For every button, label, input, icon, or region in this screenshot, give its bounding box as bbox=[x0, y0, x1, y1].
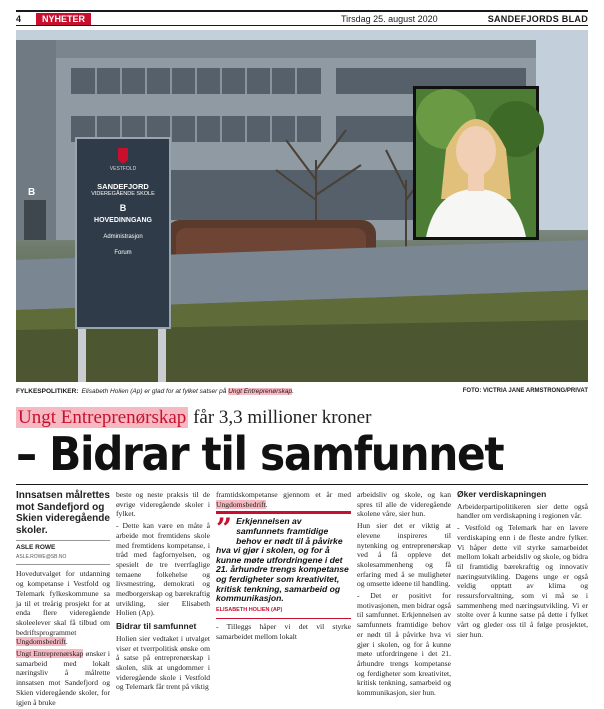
page-header bbox=[16, 10, 588, 26]
paragraph: Arbeiderpartipolitikeren sier dette også handler om verdiskapning i regionen vår. bbox=[457, 501, 588, 521]
paragraph: - Vestfold og Telemark har en lavere verdiskaping enn i de fleste andre fylker. Vi håper dette vil styrke samarbeidet mellom lokalt arbeidsliv og skole, og bidra til framtidig bærekraftig og innovativ næringsutvikling. Dagens unge er også veldig opptatt av klima og ressursforvaltning, som vi må se i sammenheng med næringsutvikling. Vi er stolte over å kunne satse på dette i fylket vårt og gleder oss til å følge prosjektet, sier hun. bbox=[457, 523, 588, 639]
paragraph: - Det er positivt for motivasjonen, men bidrar også til samfunnet. Erkjennelsen av samfunnets framtidige behov er nødt til å påvirke hva vi gjør i skolen, og for å kunne møte utfordringene i det 21. århundre trengs kompetanse og ferdigheter som kreativitet, kritisk tenkning, samarbeid og kommunikasjon, sier hun. bbox=[357, 591, 451, 698]
pull-quote-text: Erkjennelsen av samfunnets framtidige behov er nødt til å påvirke hva vi gjør i skolen, og for å kunne møte utfordringene i det 21. århundre trengs kompetanse og ferdigheter som kreativitet, kritisk tenkning, samarbeid og kommunikasjon. bbox=[216, 516, 349, 604]
pull-quote bbox=[216, 511, 351, 619]
quote-mark-icon: ” bbox=[216, 512, 233, 546]
sign-forum: Forum bbox=[114, 250, 132, 256]
highlight-text: Ungt Entreprenørskap bbox=[16, 649, 84, 659]
headline-rule bbox=[16, 484, 588, 485]
paragraph: arbeidsliv og skole, og kan spres til alle de videregående skolene våre, sier hun. bbox=[357, 490, 451, 519]
school-sign bbox=[78, 166, 168, 256]
paragraph-text: framtidskompetanse gjennom et år med bbox=[216, 490, 351, 499]
photo-credit: FOTO: VICTRIA JANE ARMSTRONG/PRIVAT bbox=[462, 388, 588, 394]
caption-lead: FYLKESPOLITIKER: bbox=[16, 387, 79, 395]
paragraph-end: . bbox=[265, 499, 268, 509]
portrait-photo bbox=[413, 86, 539, 240]
paragraph-text: Hovedutvalget for utdanning og kompetanse i Vestfold og Telemark fylkeskommune sa ja til et treårig prosjekt for at enda flere videregående skoleelever skal få tilbud om bedriftsprogrammet bbox=[16, 569, 110, 637]
ingress: Innsatsen målrettes mot Sandefjord og Skien videregående skoler. bbox=[16, 490, 110, 536]
main-photo bbox=[16, 30, 588, 382]
paragraph bbox=[16, 569, 110, 647]
caption-highlight: Ungt Entreprenørskap bbox=[228, 387, 293, 395]
highlight-text: Ungdomsbedrift bbox=[216, 499, 266, 509]
paragraph: Hun sier det er viktig at elevene inspireres til nytenking og entreprenørskap ved å få oppleve det skolesammenheng og få erfaring med å se muligheter og omsette ideene til handling. bbox=[357, 521, 451, 589]
column-1 bbox=[16, 490, 110, 709]
paragraph-text: ønsker i samarbeid med lokalt næringsliv å målrette innsatsen mot Sandefjord og Skien videregående skoler, for igjen å bruke bbox=[16, 649, 110, 707]
subheading: Bidrar til samfunnet bbox=[116, 621, 197, 632]
section-label: NYHETER bbox=[36, 13, 91, 25]
kicker-highlight: Ungt Entreprenørskap bbox=[18, 407, 187, 428]
issue-date: Tirsdag 25. august 2020 bbox=[340, 13, 438, 24]
kicker-rest: får 3,3 millioner kroner bbox=[188, 407, 372, 428]
paragraph-end: . bbox=[65, 637, 68, 647]
portrait-illustration bbox=[416, 89, 536, 237]
paragraph bbox=[216, 490, 351, 509]
building-letter: B bbox=[28, 187, 36, 198]
highlight-text: Ungdomsbedrift bbox=[16, 637, 66, 647]
column-2 bbox=[116, 490, 210, 694]
sign-administration: Administrasjon bbox=[103, 234, 143, 240]
sign-main-entrance: HOVEDINNGANG bbox=[94, 217, 152, 224]
sign-wing-letter: B bbox=[119, 203, 127, 213]
photo-caption bbox=[16, 385, 588, 397]
paragraph: Holien sier vedtaket i utvalget viser et tverrpolitisk ønske om å satse på entreprenørskap i skolen, slik at ungdommer i videregående skole i Vestfold og Telemark får trent på viktig bbox=[116, 633, 210, 692]
byline-author: ASLE ROWE bbox=[16, 540, 110, 553]
headline: – Bidrar til samfunnet bbox=[16, 427, 504, 481]
page-number: 4 bbox=[16, 13, 22, 24]
paragraph: - Tilleggs håper vi det vil styrke samarbeidet mellom lokalt bbox=[216, 622, 351, 642]
sign-school-type: VIDEREGÅENDE SKOLE bbox=[91, 191, 155, 197]
pull-quote-source: ELISABETH HOLIEN (AP) bbox=[216, 606, 351, 620]
caption-end: . bbox=[292, 387, 294, 395]
paragraph: - Dette kan være en måte å arbeide mot fremtidens skole med fremtidens kompetanse, i tråd med fagfornyelsen, og spesielt de tre tverrfaglige temaene folkehelse og livsmestring, demokrati og medborgerskap og bærekraftig utvikling, sier Elisabeth Holien (Ap). bbox=[116, 521, 210, 618]
column-4 bbox=[357, 490, 451, 700]
kicker bbox=[16, 407, 588, 429]
subheading: Øker verdiskapningen bbox=[457, 489, 547, 499]
column-3 bbox=[216, 490, 351, 644]
paragraph bbox=[16, 649, 110, 707]
column-5 bbox=[457, 490, 588, 642]
byline-email: ASLE.ROWE@SB.NO bbox=[16, 553, 110, 566]
newspaper-name: SANDEFJORDS BLAD bbox=[487, 13, 588, 24]
caption-text: Elisabeth Holien (Ap) er glad for at fylket satser på bbox=[81, 387, 227, 395]
paragraph: beste og neste praksis til de øvrige videregående skoler i fylket. bbox=[116, 490, 210, 519]
sign-county: VESTFOLD bbox=[109, 166, 137, 172]
sign-school-name: SANDEFJORD bbox=[97, 182, 149, 191]
